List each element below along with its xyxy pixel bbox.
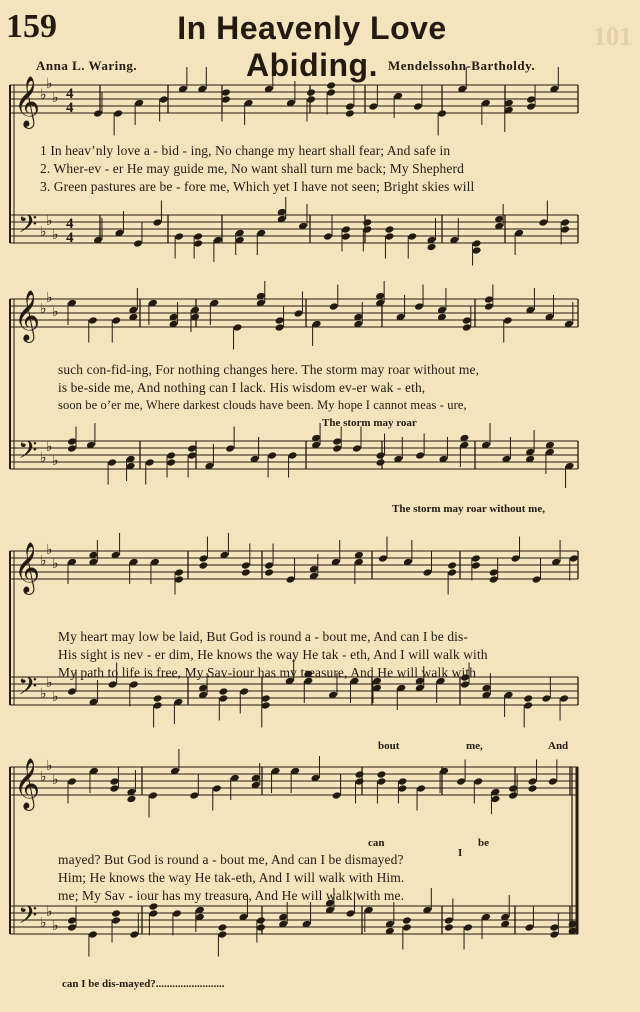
treble-note — [198, 554, 208, 563]
treble-note — [109, 777, 119, 786]
treble-note — [241, 561, 251, 570]
bass-note — [256, 916, 266, 925]
upper-cue-storm: The storm may roar — [322, 417, 417, 429]
bass-note — [111, 909, 121, 918]
treble-note — [526, 95, 536, 104]
treble-note — [174, 568, 184, 577]
bass-note — [148, 909, 158, 918]
lyric-line-s2-v3: soon be o’er me, Where darkest clouds have been. My hope I cannot meas - ure, — [58, 398, 467, 412]
treble-note — [423, 568, 433, 577]
treble-note — [447, 561, 457, 570]
treble-note — [532, 575, 542, 584]
time-signature: 4 — [66, 216, 74, 232]
bass-clef: 𝄢 — [18, 901, 38, 936]
treble-note — [397, 777, 407, 786]
flat-sign: ♭ — [46, 290, 53, 306]
treble-note — [378, 554, 388, 563]
treble-note — [293, 309, 303, 318]
treble-note — [212, 784, 222, 793]
time-signature: 4 — [66, 100, 74, 116]
bass-note — [402, 916, 412, 925]
upper-cue-can: can — [368, 837, 385, 849]
treble-note — [456, 777, 466, 786]
treble-note — [473, 777, 483, 786]
composer-credit: Mendelssohn-Bartholdy. — [388, 58, 536, 73]
treble-note — [345, 109, 355, 118]
lyric-line-s4-v2: Him; He knows the way He tak-eth, And I will walk with Him. — [58, 870, 405, 885]
bass-note — [67, 923, 77, 932]
bass-note — [107, 458, 117, 467]
lyric-line-s3-v1: My heart may low be laid, But God is round a - bout me, And can I be dis- — [58, 629, 468, 644]
treble-note — [264, 561, 274, 570]
treble-note — [332, 791, 342, 800]
flat-sign: ♭ — [40, 224, 47, 240]
treble-note — [489, 575, 499, 584]
flat-sign: ♭ — [46, 76, 53, 92]
bass-note — [133, 239, 143, 248]
treble-note — [275, 323, 285, 332]
lyric-line-s1-v2: 2. Wher-ev - er He may guide me, No want shall turn me back; My Shepherd — [40, 161, 464, 176]
lyric-line-s4-v1: mayed? But God is round a - bout me, And can I be dismayed? — [58, 852, 404, 867]
treble-clef: 𝄞 — [14, 542, 41, 593]
bass-note — [341, 232, 351, 241]
bass-note — [346, 909, 356, 918]
bass-note — [111, 916, 121, 925]
treble-note — [528, 784, 538, 793]
bass-note — [415, 451, 425, 460]
bass-note — [402, 923, 412, 932]
flat-sign: ♭ — [52, 227, 59, 243]
treble-note — [528, 777, 538, 786]
treble-note — [88, 316, 98, 325]
bass-cue-and: And — [548, 740, 569, 752]
bass-note — [129, 680, 139, 689]
flat-sign: ♭ — [46, 675, 53, 691]
flat-sign: ♭ — [52, 556, 59, 572]
treble-note — [326, 81, 336, 90]
treble-note — [286, 575, 296, 584]
bass-note — [538, 218, 548, 227]
lyric-line-s1-v1: 1 In heav’nly love a - bid - ing, No change my heart shall fear; And safe in — [40, 143, 451, 158]
treble-note — [508, 791, 518, 800]
bass-note — [145, 458, 155, 467]
lyric-line-s2-v2: is be-side me, And nothing can I lack. His wisdom ev-er wak - eth, — [58, 380, 426, 395]
bass-cue-dismayed: can I be dis-mayed?......................... — [62, 978, 225, 990]
treble-note — [484, 302, 494, 311]
treble-note — [548, 777, 558, 786]
bass-note — [523, 694, 533, 703]
treble-note — [462, 323, 472, 332]
treble-note — [471, 554, 481, 563]
flat-sign: ♭ — [46, 542, 53, 558]
bass-note — [376, 451, 386, 460]
bass-note — [472, 239, 482, 248]
treble-clef: 𝄞 — [14, 76, 41, 127]
bass-note — [217, 930, 227, 939]
bass-note — [463, 923, 473, 932]
treble-note — [345, 102, 355, 111]
bass-note — [332, 444, 342, 453]
flat-sign: ♭ — [52, 689, 59, 705]
treble-note — [198, 561, 208, 570]
treble-note — [109, 784, 119, 793]
bass-cue-bout: bout — [378, 740, 400, 752]
bass-note — [376, 458, 386, 467]
treble-note — [376, 777, 386, 786]
bass-note — [152, 218, 162, 227]
bass-note — [407, 232, 417, 241]
flat-sign: ♭ — [46, 758, 53, 774]
bass-note — [341, 225, 351, 234]
treble-note — [148, 791, 158, 800]
treble-note — [159, 95, 169, 104]
bass-note — [444, 923, 454, 932]
bass-note — [427, 243, 437, 252]
time-signature: 4 — [66, 86, 74, 102]
treble-note — [126, 795, 136, 804]
flat-sign: ♭ — [52, 90, 59, 106]
bass-note — [193, 239, 203, 248]
bass-note — [541, 694, 551, 703]
bass-note — [323, 232, 333, 241]
treble-note — [413, 102, 423, 111]
flat-sign: ♭ — [40, 87, 47, 103]
treble-note — [111, 316, 121, 325]
upper-cue-be: be — [478, 837, 489, 849]
bass-note — [217, 923, 227, 932]
treble-note — [329, 302, 339, 311]
bass-note — [129, 930, 139, 939]
treble-note — [306, 95, 316, 104]
treble-note — [462, 316, 472, 325]
bass-note — [108, 680, 118, 689]
flat-sign: ♭ — [40, 915, 47, 931]
bass-note — [166, 458, 176, 467]
treble-note — [414, 302, 424, 311]
treble-note — [67, 777, 77, 786]
treble-note — [511, 554, 521, 563]
bass-note — [174, 232, 184, 241]
flat-sign: ♭ — [46, 439, 53, 455]
lyric-line-s3-v3: My path to life is free, My Sav-iour has my treasure, And He will walk with — [58, 665, 477, 680]
hymn-title: In Heavenly Love Abiding. — [177, 10, 447, 83]
lyric-line-s4-v3: me; My Sav - iour has my treasure, And He will walk with me. — [58, 888, 405, 903]
bass-note — [67, 916, 77, 925]
bass-note — [166, 451, 176, 460]
lower-cue-storm: The storm may roar without me, — [392, 503, 545, 515]
treble-note — [326, 88, 336, 97]
treble-clef: 𝄞 — [14, 290, 41, 341]
bass-note — [218, 694, 228, 703]
flat-sign: ♭ — [52, 304, 59, 320]
treble-clef: 𝄞 — [14, 758, 41, 809]
treble-note — [471, 561, 481, 570]
bass-note — [352, 444, 362, 453]
hymn-number: 159 — [6, 8, 57, 45]
bass-note — [472, 246, 482, 255]
bass-note — [560, 225, 570, 234]
bass-note — [384, 225, 394, 234]
lyric-line-s3-v2: His sight is nev - er dim, He knows the way He tak - eth, And I will walk with — [58, 647, 488, 662]
bass-clef: 𝄢 — [18, 436, 38, 471]
flat-sign: ♭ — [40, 686, 47, 702]
bass-note — [67, 444, 77, 453]
treble-note — [447, 568, 457, 577]
author-credit: Anna L. Waring. — [36, 58, 138, 73]
treble-note — [275, 316, 285, 325]
treble-note — [355, 770, 365, 779]
bass-note — [256, 923, 266, 932]
flat-sign: ♭ — [52, 918, 59, 934]
bass-note — [218, 687, 228, 696]
bass-note — [172, 909, 182, 918]
bass-note — [460, 680, 470, 689]
treble-note — [113, 109, 123, 118]
lyric-line-s2-v1: such con-fid-ing, For nothing changes here. The storm may roar without me, — [58, 362, 480, 377]
bass-note — [362, 225, 372, 234]
time-signature: 4 — [66, 230, 74, 246]
flat-sign: ♭ — [40, 301, 47, 317]
bass-note — [549, 923, 559, 932]
flat-sign: ♭ — [52, 453, 59, 469]
treble-note — [368, 102, 378, 111]
treble-note — [241, 568, 251, 577]
treble-note — [93, 109, 103, 118]
treble-note — [508, 784, 518, 793]
upper-cue-i: I — [458, 847, 463, 859]
treble-note — [503, 316, 513, 325]
treble-note — [355, 777, 365, 786]
bass-note — [523, 701, 533, 710]
bass-note — [362, 218, 372, 227]
treble-note — [174, 575, 184, 584]
treble-note — [437, 109, 447, 118]
treble-note — [264, 568, 274, 577]
treble-note — [416, 784, 426, 793]
bass-note — [560, 218, 570, 227]
bass-note — [524, 923, 534, 932]
flat-sign: ♭ — [40, 450, 47, 466]
flat-sign: ♭ — [40, 553, 47, 569]
flat-sign: ♭ — [40, 769, 47, 785]
bass-note — [444, 916, 454, 925]
bass-note — [288, 451, 298, 460]
treble-note — [306, 88, 316, 97]
treble-note — [233, 323, 243, 332]
bass-note — [67, 687, 77, 696]
bass-note — [549, 930, 559, 939]
bass-note — [239, 687, 249, 696]
bass-note — [267, 451, 277, 460]
treble-note — [569, 554, 579, 563]
bass-note — [384, 232, 394, 241]
treble-note — [489, 568, 499, 577]
treble-note — [490, 795, 500, 804]
bass-note — [153, 694, 163, 703]
flat-sign: ♭ — [46, 904, 53, 920]
flat-sign: ♭ — [52, 772, 59, 788]
treble-note — [189, 791, 199, 800]
treble-note — [526, 102, 536, 111]
bleed-through-mark: 101 — [593, 22, 632, 51]
bass-clef: 𝄢 — [18, 672, 38, 707]
bass-clef: 𝄢 — [18, 210, 38, 245]
bass-note — [559, 694, 569, 703]
lyric-line-s1-v3: 3. Green pastures are be - fore me, Which yet I have not seen; Bright skies will — [40, 179, 475, 194]
bass-note — [153, 701, 163, 710]
flat-sign: ♭ — [46, 213, 53, 229]
bass-cue-me: me, — [466, 740, 483, 752]
treble-note — [376, 770, 386, 779]
bass-note — [225, 444, 235, 453]
treble-note — [484, 295, 494, 304]
bass-note — [88, 930, 98, 939]
bass-note — [67, 437, 77, 446]
bass-note — [332, 437, 342, 446]
bass-note — [193, 232, 203, 241]
treble-note — [397, 784, 407, 793]
